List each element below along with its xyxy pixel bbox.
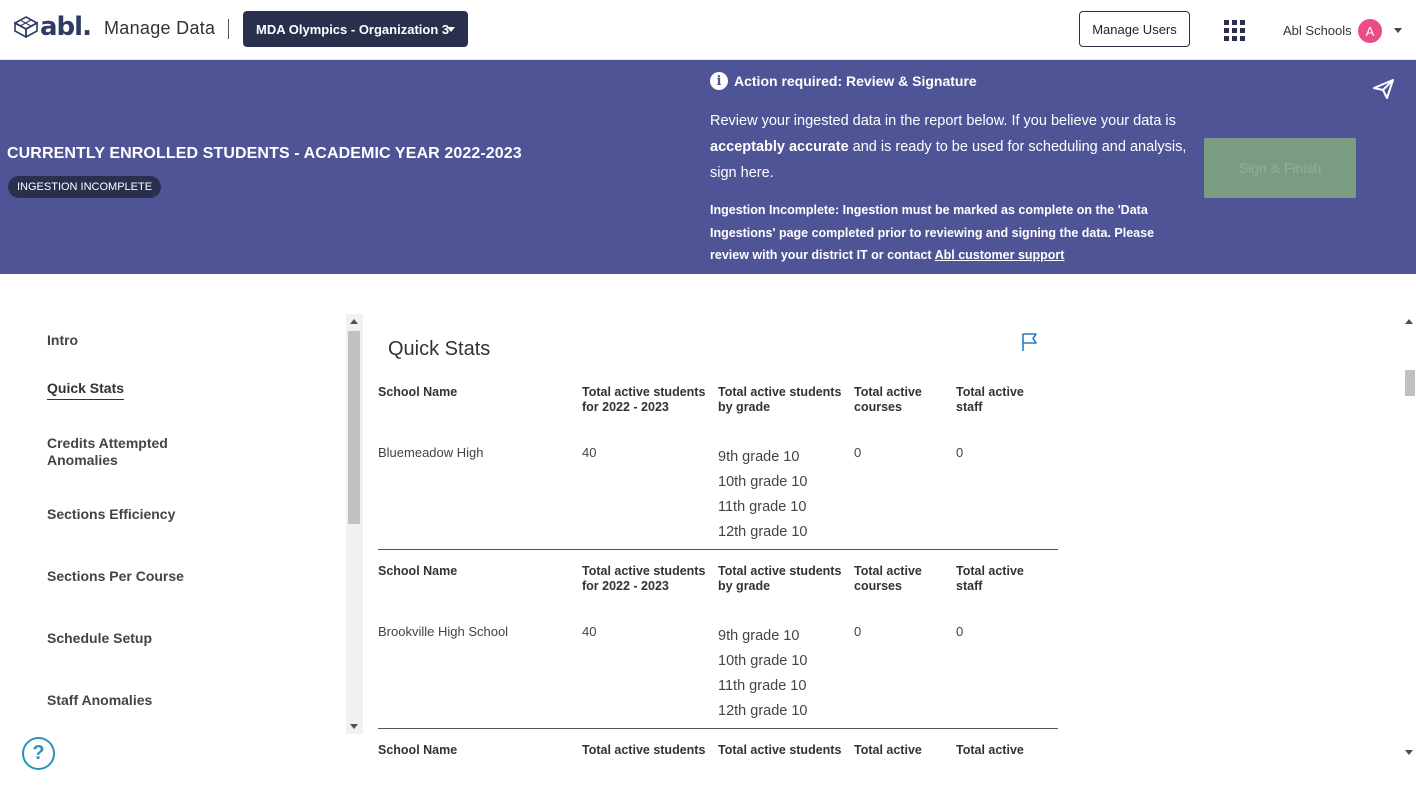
active-staff-value: 0 bbox=[956, 445, 964, 460]
page-scrollbar-thumb[interactable] bbox=[1405, 370, 1415, 396]
logo-cube-icon bbox=[14, 16, 38, 38]
block-divider bbox=[378, 728, 1058, 729]
grade-list bbox=[718, 624, 808, 724]
review-banner bbox=[0, 60, 1416, 274]
grade-row: 11th grade 10 bbox=[718, 678, 807, 694]
action-body-text-1: Review your ingested data in the report below. If you believe your data is bbox=[710, 113, 1176, 129]
column-header-school-name: School Name bbox=[378, 385, 458, 399]
status-badge: INGESTION INCOMPLETE bbox=[8, 176, 161, 198]
app-title: Manage Data bbox=[104, 18, 216, 38]
scroll-up-icon[interactable] bbox=[1405, 319, 1413, 324]
column-header-total-students: Total active students bbox=[582, 743, 706, 757]
nav-scrollbar[interactable] bbox=[346, 314, 363, 734]
column-header-total-students: Total active students for 2022 - 2023 bbox=[582, 385, 706, 414]
sign-finish-button[interactable]: Sign & Finish bbox=[1204, 138, 1356, 198]
column-header-active-staff: Total active staff bbox=[956, 564, 1024, 593]
nav-scrollbar-thumb[interactable] bbox=[348, 331, 360, 524]
nav-item-staff-anomalies[interactable]: Staff Anomalies bbox=[47, 692, 153, 708]
grade-row: 9th grade 10 bbox=[718, 449, 800, 465]
block-divider bbox=[378, 549, 1058, 550]
logo-text: abl. bbox=[40, 12, 91, 42]
nav-item-credits-attempted-anomalies[interactable]: Credits Attempted Anomalies bbox=[47, 435, 168, 468]
avatar[interactable]: A bbox=[1358, 19, 1382, 43]
top-bar bbox=[0, 0, 1416, 60]
scroll-down-icon[interactable] bbox=[1405, 750, 1413, 755]
active-courses-value: 0 bbox=[854, 624, 862, 639]
nav-item-intro[interactable]: Intro bbox=[47, 332, 79, 348]
organization-selector[interactable] bbox=[243, 11, 468, 47]
column-header-school-name: School Name bbox=[378, 564, 458, 578]
flag-icon[interactable] bbox=[1021, 332, 1039, 352]
column-header-school-name: School Name bbox=[378, 743, 458, 757]
ingestion-note-text: Ingestion Incomplete: Ingestion must be marked as complete on the 'Data Ingestions' page completed prior to reviewing and signing the data. Please review with your district IT or contact bbox=[710, 203, 1155, 262]
abl-logo[interactable] bbox=[14, 12, 91, 42]
column-header-total-students: Total active students for 2022 - 2023 bbox=[582, 564, 706, 593]
grid-apps-icon[interactable] bbox=[1224, 20, 1245, 41]
total-students-value: 40 bbox=[582, 445, 597, 460]
grade-row: 11th grade 10 bbox=[718, 499, 807, 515]
scroll-up-icon[interactable] bbox=[350, 319, 358, 324]
school-menu-label[interactable]: Abl Schools bbox=[1283, 23, 1352, 38]
manage-users-button[interactable]: Manage Users bbox=[1079, 11, 1190, 47]
info-icon: i bbox=[710, 72, 728, 90]
grade-row: 10th grade 10 bbox=[718, 653, 808, 669]
user-menu-chevron-icon[interactable] bbox=[1394, 28, 1402, 33]
nav-item-sections-efficiency[interactable]: Sections Efficiency bbox=[47, 506, 176, 522]
nav-item-schedule-setup[interactable]: Schedule Setup bbox=[47, 630, 153, 646]
title-divider bbox=[228, 19, 229, 39]
scroll-down-icon[interactable] bbox=[350, 724, 358, 729]
grade-list bbox=[718, 445, 808, 545]
ingestion-note bbox=[710, 199, 1185, 267]
action-body-text-2: and is ready to be used for scheduling and analysis, sign here. bbox=[710, 139, 1187, 181]
help-icon[interactable]: ? bbox=[22, 737, 55, 770]
column-header-active-staff: Total active bbox=[956, 743, 1024, 757]
paper-plane-icon[interactable] bbox=[1372, 78, 1396, 100]
school-name: Bluemeadow High bbox=[378, 445, 484, 460]
column-header-active-staff: Total active staff bbox=[956, 385, 1024, 414]
organization-selector-label: MDA Olympics - Organization 3 bbox=[256, 21, 450, 37]
column-header-students-by-grade: Total active students by grade bbox=[718, 564, 842, 593]
chevron-down-icon bbox=[447, 27, 455, 32]
column-header-active-courses: Total active courses bbox=[854, 564, 922, 593]
action-heading-text: Action required: Review & Signature bbox=[734, 73, 977, 89]
nav-item-quick-stats[interactable]: Quick Stats bbox=[47, 380, 124, 400]
grade-row: 9th grade 10 bbox=[718, 628, 800, 644]
grade-row: 12th grade 10 bbox=[718, 703, 808, 719]
active-courses-value: 0 bbox=[854, 445, 862, 460]
action-body bbox=[710, 108, 1195, 186]
school-name: Brookville High School bbox=[378, 624, 509, 639]
total-students-value: 40 bbox=[582, 624, 597, 639]
grade-row: 12th grade 10 bbox=[718, 524, 808, 540]
report-title: CURRENTLY ENROLLED STUDENTS - ACADEMIC YEAR 2022-2023 bbox=[7, 145, 522, 162]
column-header-students-by-grade: Total active students bbox=[718, 743, 842, 757]
column-header-active-courses: Total active bbox=[854, 743, 922, 757]
section-title: Quick Stats bbox=[388, 338, 491, 360]
column-header-students-by-grade: Total active students by grade bbox=[718, 385, 842, 414]
column-header-active-courses: Total active courses bbox=[854, 385, 922, 414]
grade-row: 10th grade 10 bbox=[718, 474, 808, 490]
customer-support-link[interactable]: Abl customer support bbox=[934, 248, 1065, 262]
nav-item-sections-per-course[interactable]: Sections Per Course bbox=[47, 568, 184, 584]
action-body-bold: acceptably accurate bbox=[710, 139, 849, 155]
action-heading bbox=[710, 72, 977, 90]
quick-stats-section bbox=[378, 314, 1078, 795]
page-scrollbar[interactable] bbox=[1402, 314, 1416, 760]
active-staff-value: 0 bbox=[956, 624, 964, 639]
